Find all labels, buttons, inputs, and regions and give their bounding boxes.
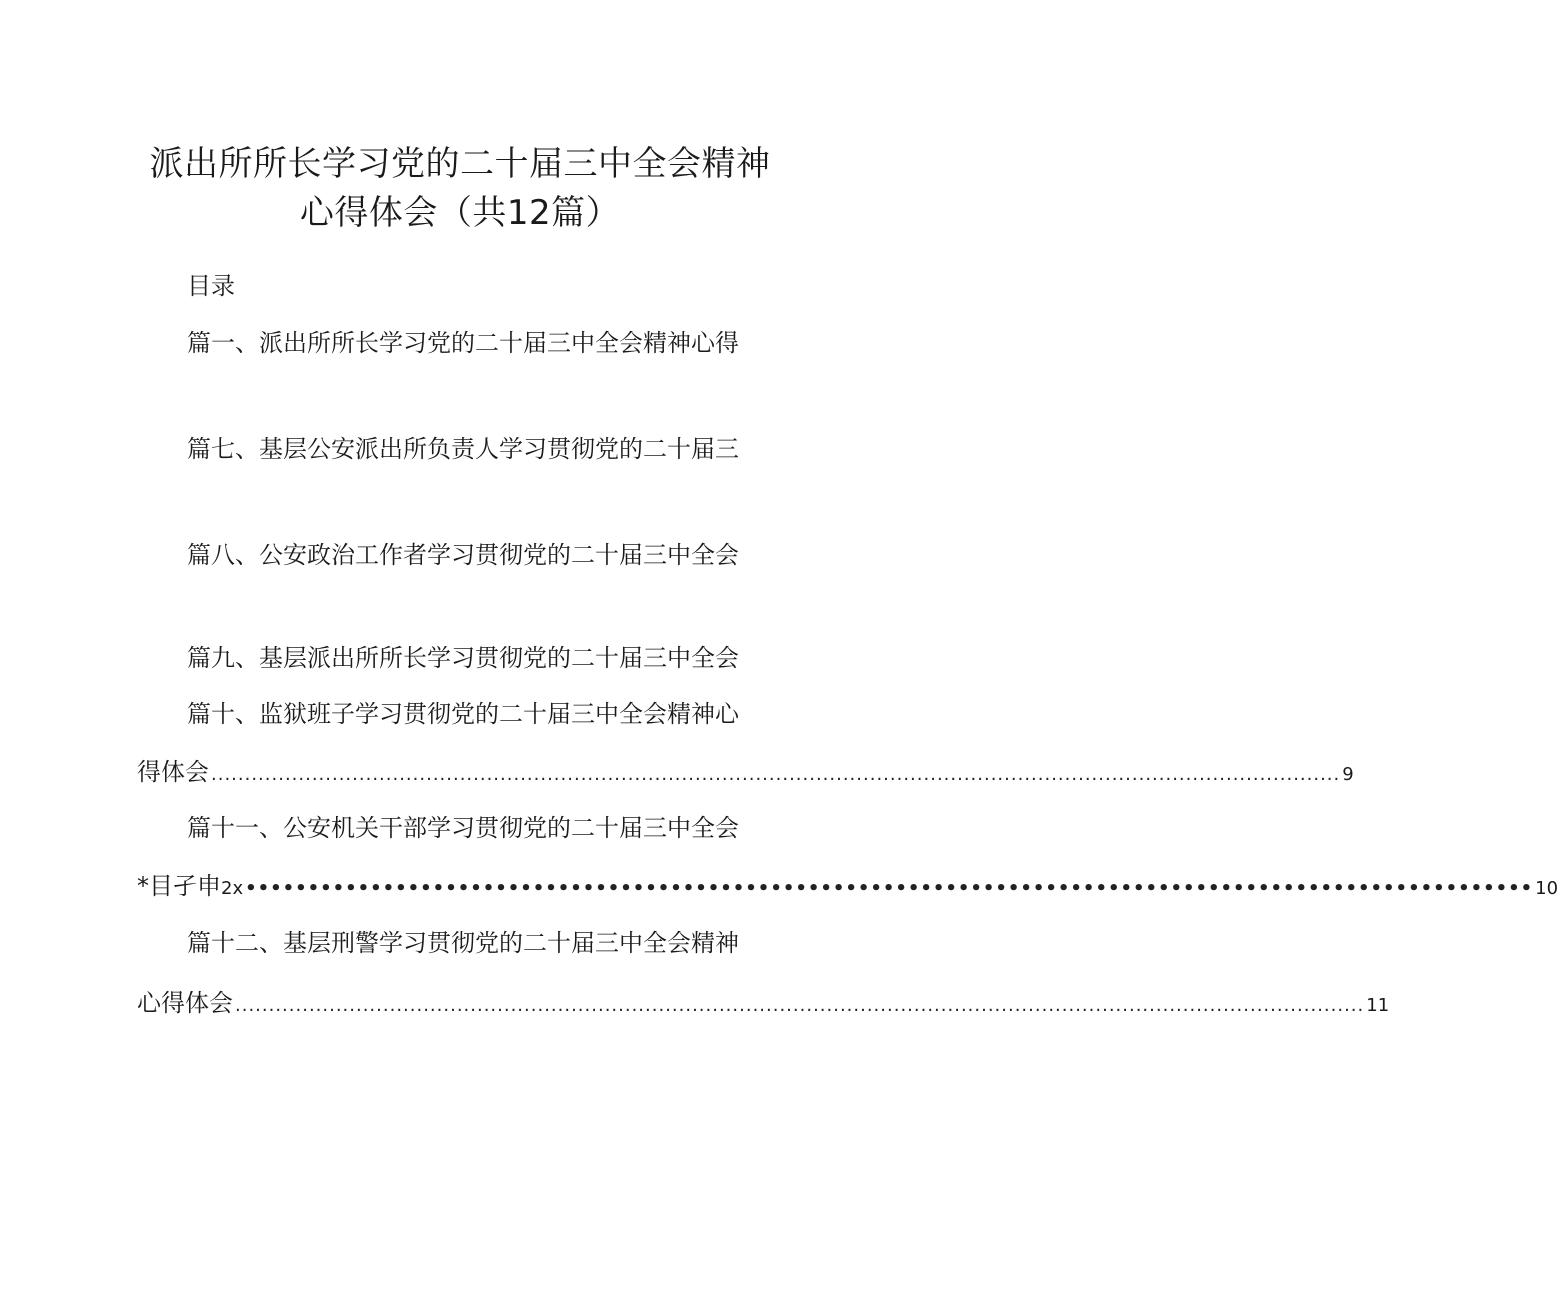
toc-entry-11[interactable]: 篇十一、公安机关干部学习贯彻党的二十届三中全会 xyxy=(187,814,739,842)
toc-entry-12-page-number: 11 xyxy=(1366,995,1390,1016)
document-title-line2: 心得体会（共12篇） xyxy=(299,193,621,233)
toc-entry-1[interactable]: 篇一、派出所所长学习党的二十届三中全会精神心得 xyxy=(187,329,739,357)
toc-heading: 目录 xyxy=(187,272,235,300)
toc-entry-10-page-number: 9 xyxy=(1342,764,1354,785)
toc-entry-11-page-number: 10 xyxy=(1535,878,1558,899)
toc-entry-7[interactable]: 篇七、基层公安派出所负责人学习贯彻党的二十届三 xyxy=(187,435,739,463)
toc-entry-11-cont-text: *目孑申 xyxy=(137,872,221,900)
document-title-line1: 派出所所长学习党的二十届三中全会精神 xyxy=(149,144,771,184)
toc-entry-8[interactable]: 篇八、公安政治工作者学习贯彻党的二十届三中全会 xyxy=(187,541,739,569)
toc-entry-11-continuation[interactable] xyxy=(137,866,1558,901)
toc-entry-12[interactable]: 篇十二、基层刑警学习贯彻党的二十届三中全会精神 xyxy=(187,929,739,957)
dot-leader: ........................................................................................................................................................................ xyxy=(235,995,1365,1016)
dot-leader: ••••••••••••••••••••••••••••••••••••••••••••••••••••••••••••••••••••••••••••••••••••••••••••••••••••••• xyxy=(245,878,1534,899)
toc-entry-10-cont-text: 得体会 xyxy=(137,758,209,786)
toc-entry-10[interactable]: 篇十、监狱班子学习贯彻党的二十届三中全会精神心 xyxy=(187,700,739,728)
toc-entry-12-cont-text: 心得体会 xyxy=(137,989,233,1017)
toc-entry-9[interactable]: 篇九、基层派出所所长学习贯彻党的二十届三中全会 xyxy=(187,644,739,672)
dot-leader: ........................................................................................................................................................................ xyxy=(211,764,1341,785)
toc-entry-11-cont-small: 2x xyxy=(221,878,244,899)
toc-entry-12-continuation[interactable] xyxy=(137,983,1390,1018)
toc-entry-10-continuation[interactable] xyxy=(137,752,1354,787)
